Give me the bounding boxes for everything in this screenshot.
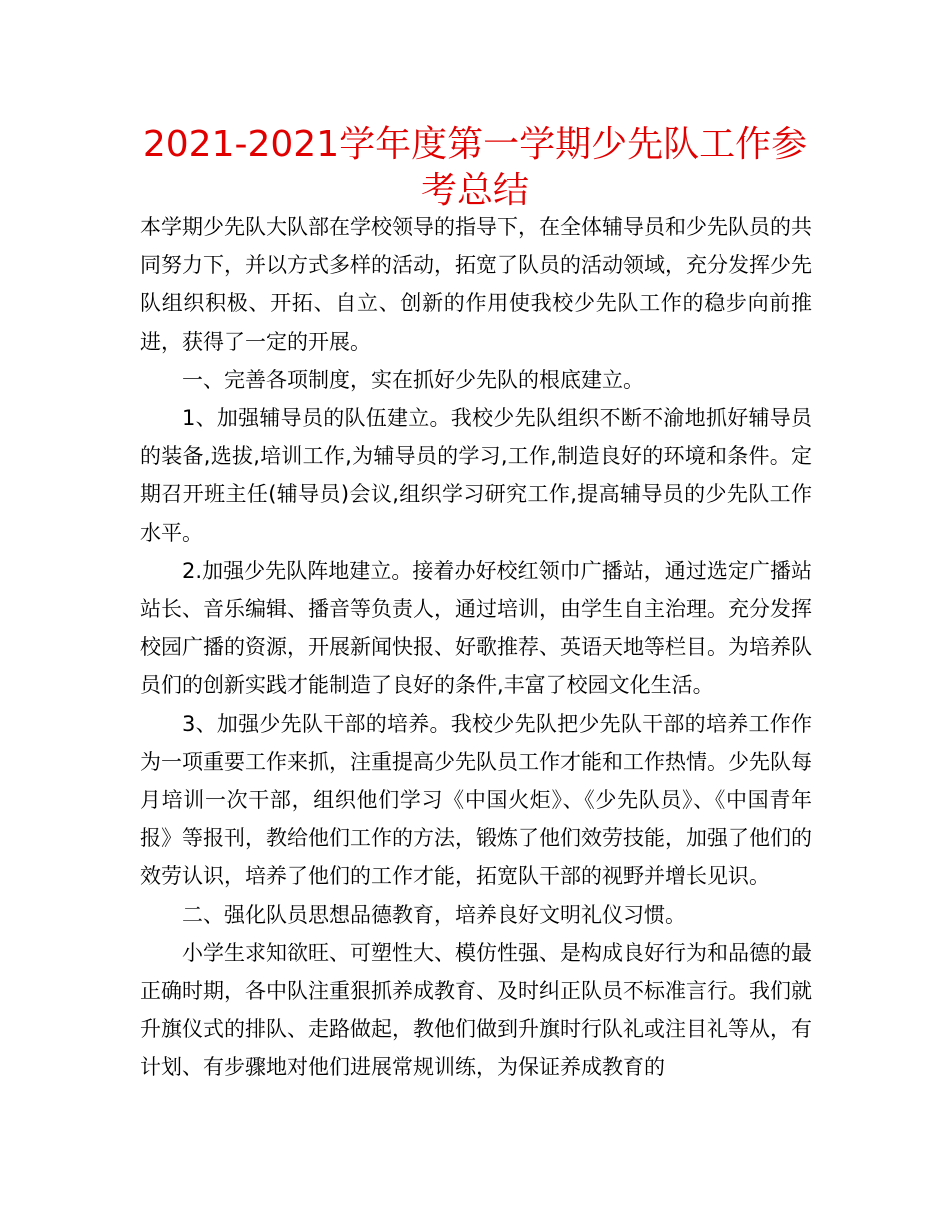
document-title: 2021-2021学年度第一学期少先队工作参考总结: [142, 124, 808, 211]
document-body: [140, 208, 812, 1087]
paragraph-1-1: 1、加强辅导员的队伍建立。我校少先队组织不断不渝地抓好辅导员的装备,选拔,培训工作,为辅导员的学习,工作,制造良好的环境和条件。定期召开班主任(辅导员)会议,组织学习研究工作,提高辅导员的少先队工作水平。: [140, 406, 812, 545]
paragraph-2-1: 小学生求知欲旺、可塑性大、模仿性强、是构成良好行为和品德的最正确时期，各中队注重狠抓养成教育、及时纠正队员不标准言行。我们就升旗仪式的排队、走路做起，教他们做到升旗时行队礼或注目礼等从，有计划、有步骤地对他们进展常规训练，为保证养成教育的: [140, 940, 812, 1080]
section-heading-2: 二、强化队员思想品德教育，培养良好文明礼仪习惯。: [182, 902, 686, 927]
paragraph-1-2: 2.加强少先队阵地建立。接着办好校红领巾广播站，通过选定广播站站长、音乐编辑、播音等负责人，通过培训，由学生自主治理。充分发挥校园广播的资源，开展新闻快报、好歌推荐、英语天地等栏目。为培养队员们的创新实践才能制造了良好的条件,丰富了校园文化生活。: [140, 558, 812, 698]
paragraph-1-3: 3、加强少先队干部的培养。我校少先队把少先队干部的培养工作作为一项重要工作来抓，注重提高少先队员工作才能和工作热情。少先队每月培训一次干部，组织他们学习《中国火炬》、《少先队员》、《中国青年报》等报刊，教给他们工作的方法，锻炼了他们效劳技能，加强了他们的效劳认识，培养了他们的工作才能，拓宽队干部的视野并增长见识。: [140, 711, 812, 889]
section-heading-1: 一、完善各项制度，实在抓好少先队的根底建立。: [182, 367, 644, 392]
paragraph-intro: 本学期少先队大队部在学校领导的指导下，在全体辅导员和少先队员的共同努力下，并以方式多样的活动，拓宽了队员的活动领域，充分发挥少先队组织积极、开拓、自立、创新的作用使我校少先队工作的稳步向前推进，获得了一定的开展。: [140, 215, 812, 354]
